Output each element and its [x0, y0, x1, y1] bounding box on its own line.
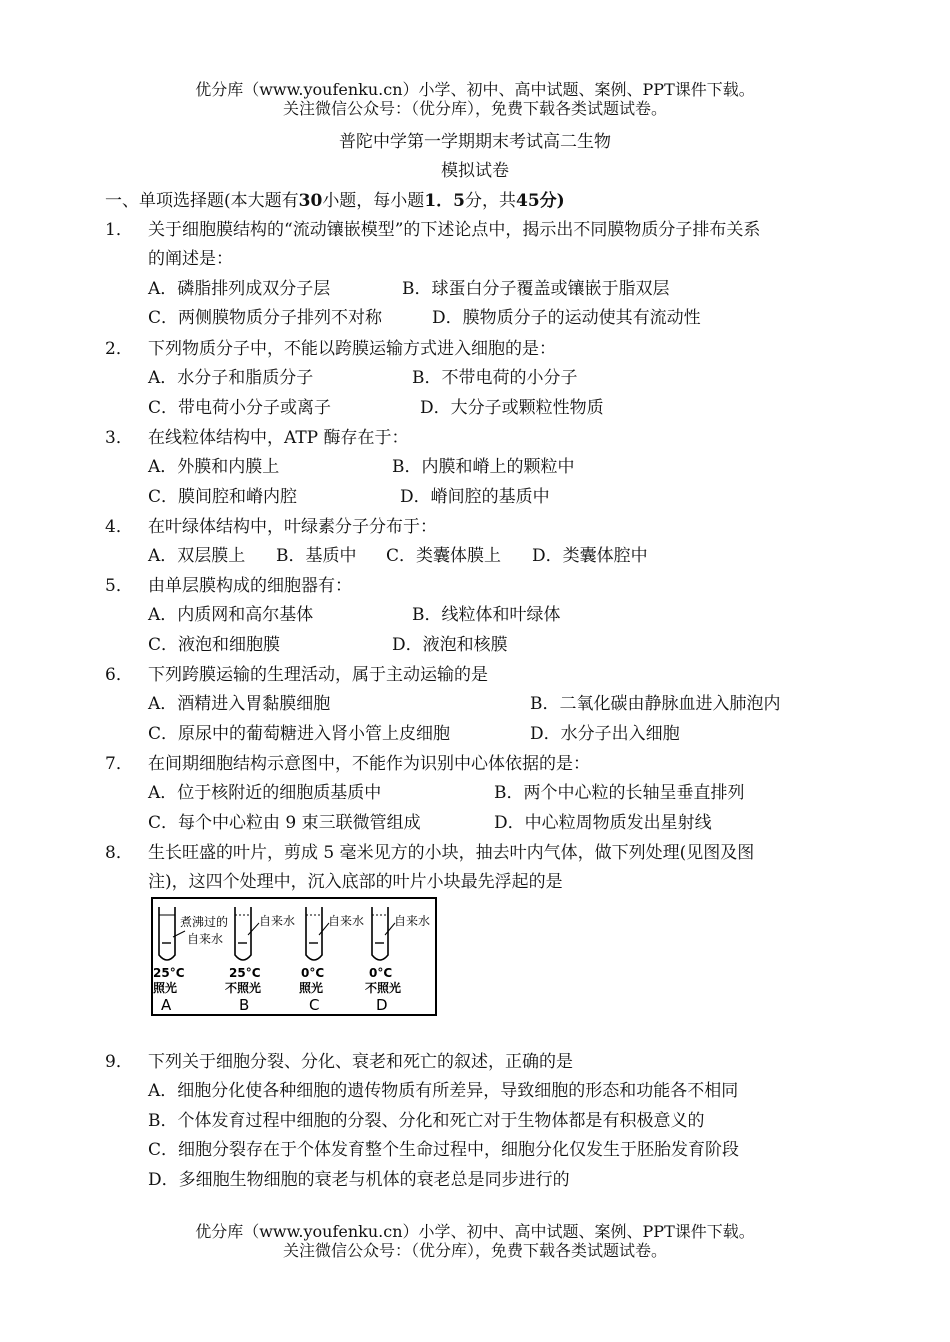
- option-c: C．每个中心粒由 9 束三联微管组成: [148, 813, 421, 833]
- option-b: B．内膜和嵴上的颗粒中: [392, 457, 575, 477]
- tube-b-label: 自来水: [259, 914, 296, 928]
- option-c: C．膜间腔和嵴内腔: [148, 487, 298, 507]
- option-d: D．液泡和核膜: [392, 635, 508, 655]
- option-d: D．水分子出入细胞: [530, 724, 680, 744]
- option-b: B．球蛋白分子覆盖或镶嵌于脂双层: [402, 279, 670, 299]
- option-c: C．细胞分裂存在于个体发育整个生命过程中，细胞分化仅发生于胚胎发育阶段: [148, 1140, 740, 1160]
- question-number: 1．: [105, 220, 133, 240]
- question-number: 2．: [105, 339, 133, 359]
- tube-c-label: 自来水: [328, 914, 365, 928]
- question-stem-cont: 注)，这四个处理中，沉入底部的叶片小块最先浮起的是: [148, 872, 563, 892]
- option-a: A．酒精进入胃黏膜细胞: [148, 694, 331, 714]
- header-line-2: 关注微信公众号：（优分库），免费下载各类试题试卷。: [282, 99, 667, 118]
- option-b: B．个体发育过程中细胞的分裂、分化和死亡对于生物体都是有积极意义的: [148, 1111, 705, 1131]
- option-a: A．细胞分化使各种细胞的遗传物质有所差异，导致细胞的形态和功能各不相同: [148, 1081, 739, 1101]
- option-b: B．线粒体和叶绿体: [412, 605, 561, 625]
- question-stem: 在叶绿体结构中，叶绿素分子分布于：: [148, 517, 437, 537]
- option-a: A．双层膜上: [148, 546, 246, 566]
- section-heading: 一、单项选择题(本大题有30小题，每小题1．5分，共45分): [105, 191, 565, 211]
- option-d: D．类囊体腔中: [532, 546, 648, 566]
- temp-b: 25°C: [229, 966, 261, 980]
- question-stem: 下列跨膜运输的生理活动，属于主动运输的是: [148, 665, 488, 685]
- letter-c: C: [309, 996, 320, 1014]
- tube-d-label: 自来水: [394, 914, 431, 928]
- option-a: A．外膜和内膜上: [148, 457, 280, 477]
- option-a: A．位于核附近的细胞质基质中: [148, 783, 382, 803]
- question-stem: 下列关于细胞分裂、分化、衰老和死亡的叙述，正确的是: [148, 1052, 573, 1072]
- temp-a: 25°C: [153, 966, 185, 980]
- question-number: 6．: [105, 665, 133, 685]
- option-a: A．内质网和高尔基体: [148, 605, 314, 625]
- footer-line-2: 关注微信公众号：（优分库），免费下载各类试题试卷。: [282, 1241, 667, 1260]
- option-b: B．二氧化碳由静脉血进入肺泡内: [530, 694, 781, 714]
- question-stem: 关于细胞膜结构的“流动镶嵌模型”的下述论点中，揭示出不同膜物质分子排布关系: [148, 220, 761, 240]
- letter-b: B: [239, 996, 250, 1014]
- option-d: D．中心粒周物质发出星射线: [494, 813, 712, 833]
- question-stem-cont: 的阐述是：: [148, 249, 233, 269]
- question-number: 8．: [105, 843, 133, 863]
- option-c: C．原尿中的葡萄糖进入肾小管上皮细胞: [148, 724, 451, 744]
- option-d: D．膜物质分子的运动使其有流动性: [432, 308, 701, 328]
- footer-line-1: 优分库（www.youfenku.cn）小学、初中、高中试题、案例、PPT课件下载。: [195, 1222, 755, 1241]
- option-c: C．两侧膜物质分子排列不对称: [148, 308, 383, 328]
- tube-a-label-2: 自来水: [187, 932, 224, 946]
- tube-a-label-1: 煮沸过的: [180, 915, 229, 929]
- option-b: B．不带电荷的小分子: [412, 368, 578, 388]
- question-number: 7．: [105, 754, 133, 774]
- question-stem: 由单层膜构成的细胞器有：: [148, 576, 352, 596]
- question-stem: 下列物质分子中，不能以跨膜运输方式进入细胞的是：: [148, 339, 556, 359]
- option-b: B．两个中心粒的长轴呈垂直排列: [494, 783, 745, 803]
- question-number: 5．: [105, 576, 133, 596]
- option-d: D．嵴间腔的基质中: [400, 487, 550, 507]
- option-b: B．基质中: [276, 546, 357, 566]
- question-number: 3．: [105, 428, 133, 448]
- light-a: 照光: [153, 981, 178, 995]
- option-c: C．类囊体膜上: [386, 546, 502, 566]
- light-d: 不照光: [365, 981, 402, 995]
- letter-d: D: [376, 996, 388, 1014]
- option-d: D．多细胞生物细胞的衰老与机体的衰老总是同步进行的: [148, 1170, 570, 1190]
- option-a: A．磷脂排列成双分子层: [148, 279, 331, 299]
- question-number: 9．: [105, 1052, 133, 1072]
- option-c: C．液泡和细胞膜: [148, 635, 281, 655]
- temp-d: 0°C: [369, 966, 393, 980]
- test-tube-figure: [151, 897, 438, 1017]
- exam-subtitle: 模拟试卷: [441, 161, 509, 181]
- light-b: 不照光: [225, 981, 262, 995]
- letter-a: A: [161, 996, 172, 1014]
- exam-title: 普陀中学第一学期期末考试高二生物: [339, 132, 611, 152]
- header-line-1: 优分库（www.youfenku.cn）小学、初中、高中试题、案例、PPT课件下载。: [195, 80, 755, 99]
- option-c: C．带电荷小分子或离子: [148, 398, 332, 418]
- light-c: 照光: [299, 981, 324, 995]
- question-number: 4．: [105, 517, 133, 537]
- temp-c: 0°C: [301, 966, 325, 980]
- option-d: D．大分子或颗粒性物质: [420, 398, 604, 418]
- question-stem: 在间期细胞结构示意图中，不能作为识别中心体依据的是：: [148, 754, 590, 774]
- question-stem: 生长旺盛的叶片，剪成 5 毫米见方的小块，抽去叶内气体，做下列处理(见图及图: [148, 843, 755, 863]
- option-a: A．水分子和脂质分子: [148, 368, 314, 388]
- question-stem: 在线粒体结构中，ATP 酶存在于：: [148, 428, 409, 448]
